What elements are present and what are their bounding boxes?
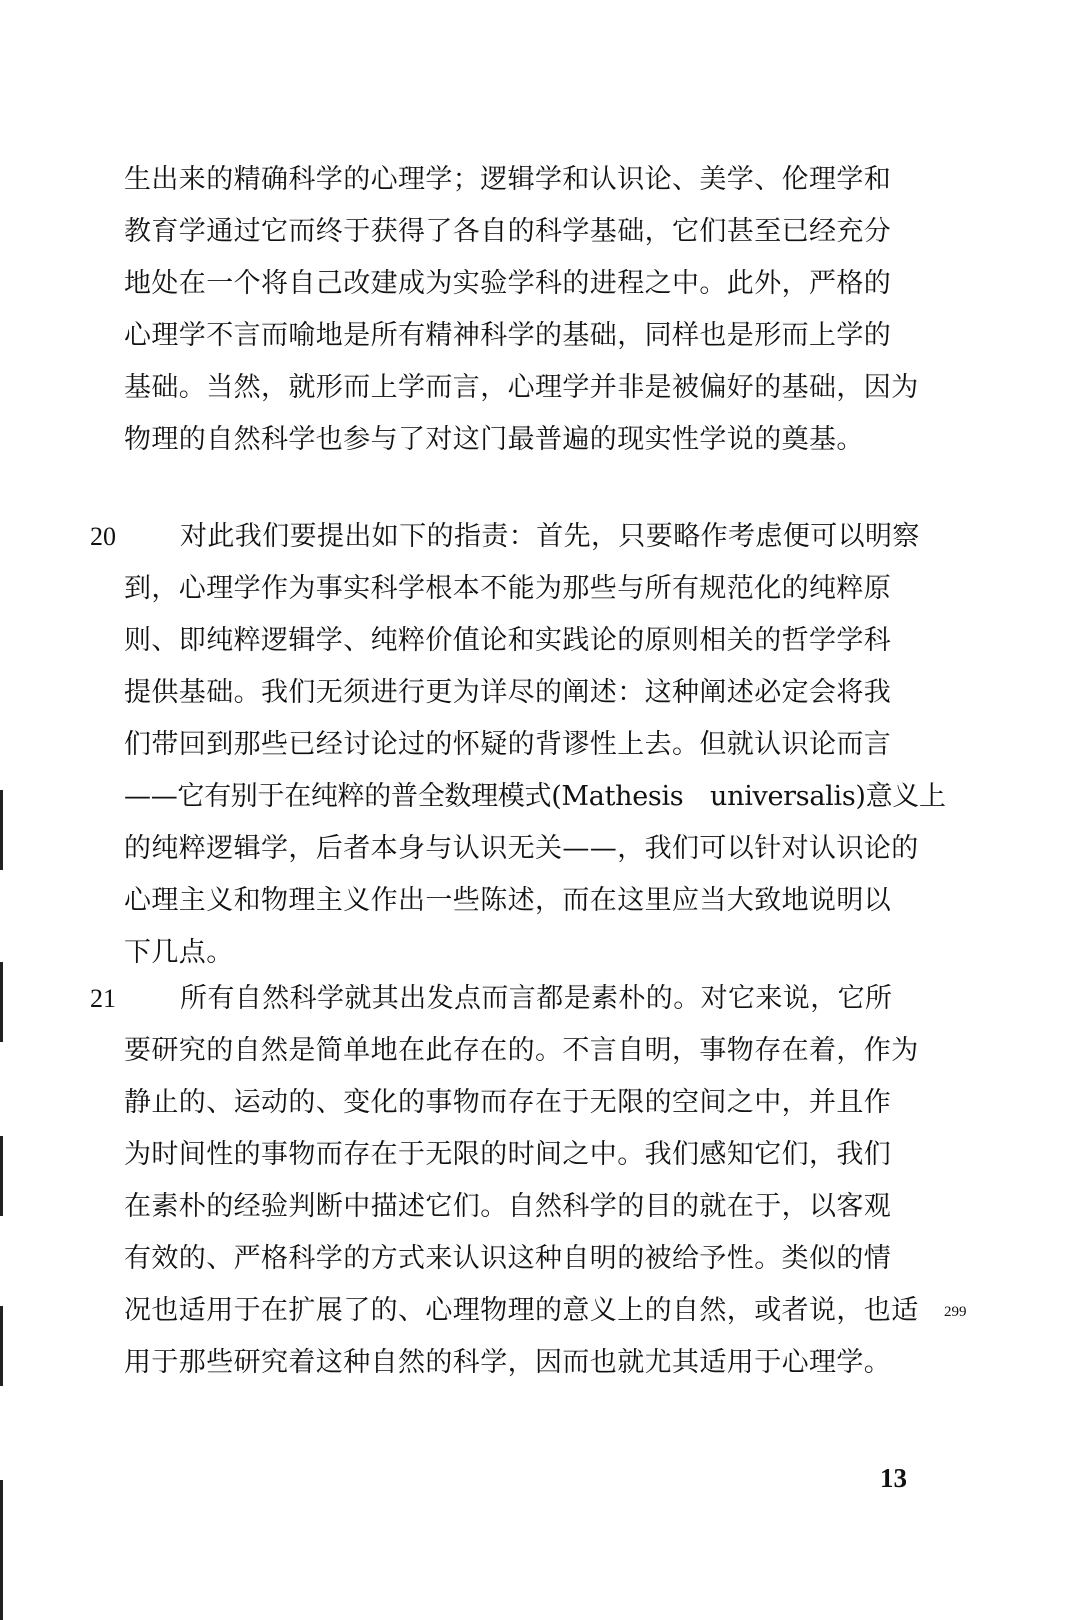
text-line: 们带回到那些已经讨论过的怀疑的背谬性上去。但就认识论而言 [124,729,892,760]
scan-edge-mark [0,790,3,870]
paragraph-number: 21 [90,984,116,1013]
text-line: 的纯粹逻辑学，后者本身与认识无关——，我们可以针对认识论的 [124,833,919,864]
text-line: 则、即纯粹逻辑学、纯粹价值论和实践论的原则相关的哲学学科 [124,625,892,656]
text-line: 基础。当然，就形而上学而言，心理学并非是被偏好的基础，因为 [124,372,919,403]
page-number: 13 [880,1463,907,1493]
scan-edge-mark [0,962,3,1042]
text-line: 用于那些研究着这种自然的科学，因而也就尤其适用于心理学。 [124,1347,892,1378]
text-line: 心理学不言而喻地是所有精神科学的基础，同样也是形而上学的 [124,320,892,351]
margin-page-reference: 299 [944,1304,967,1320]
text-line: 为时间性的事物而存在于无限的时间之中。我们感知它们，我们 [124,1139,892,1170]
text-line: 地处在一个将自己改建成为实验学科的进程之中。此外，严格的 [124,268,892,299]
text-line: 在素朴的经验判断中描述它们。自然科学的目的就在于，以客观 [124,1191,892,1222]
text-line: 对此我们要提出如下的指责：首先，只要略作考虑便可以明察 [180,521,920,552]
scan-edge-mark [0,1136,3,1216]
scan-edge-mark [0,1306,3,1386]
text-line: 心理主义和物理主义作出一些陈述，而在这里应当大致地说明以 [124,885,892,916]
text-line: 生出来的精确科学的心理学；逻辑学和认识论、美学、伦理学和 [124,164,892,195]
paragraph-number: 20 [90,522,116,551]
text-line: 提供基础。我们无须进行更为详尽的阐述：这种阐述必定会将我 [124,677,892,708]
text-line: 所有自然科学就其出发点而言都是素朴的。对它来说，它所 [180,983,893,1014]
text-line: 有效的、严格科学的方式来认识这种自明的被给予性。类似的情 [124,1243,892,1274]
text-line: 到，心理学作为事实科学根本不能为那些与所有规范化的纯粹原 [124,573,892,604]
text-line: 物理的自然科学也参与了对这门最普遍的现实性学说的奠基。 [124,424,864,455]
text-line: ——它有别于在纯粹的普全数理模式(Mathesis universalis)意义上 [124,781,946,812]
text-line: 静止的、运动的、变化的事物而存在于无限的空间之中，并且作 [124,1087,892,1118]
text-line: 要研究的自然是简单地在此存在的。不言自明，事物存在着，作为 [124,1035,919,1066]
text-line: 下几点。 [124,937,234,968]
text-line: 况也适用于在扩展了的、心理物理的意义上的自然，或者说，也适 [124,1295,919,1326]
text-line: 教育学通过它而终于获得了各自的科学基础，它们甚至已经充分 [124,216,892,247]
scan-edge-mark [0,1480,3,1620]
